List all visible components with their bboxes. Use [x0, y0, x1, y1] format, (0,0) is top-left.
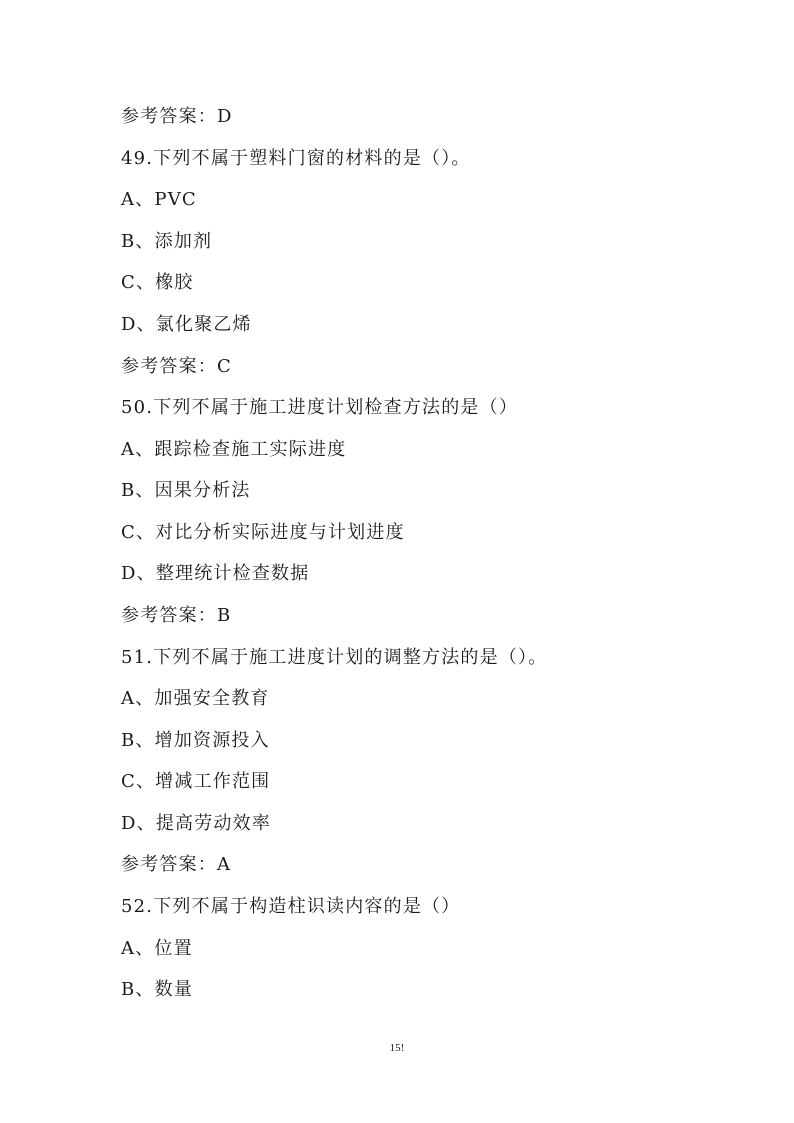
option-49-c: C、橡胶: [121, 272, 194, 293]
option-50-a: A、跟踪检查施工实际进度: [121, 439, 347, 460]
answer-48: 参考答案：D: [121, 106, 233, 127]
answer-50: 参考答案：B: [121, 605, 232, 626]
option-49-b: B、添加剂: [121, 231, 213, 252]
question-50: 50.下列不属于施工进度计划检查方法的是（）: [121, 397, 519, 418]
option-50-d: D、整理统计检查数据: [121, 563, 310, 584]
option-49-d: D、氯化聚乙烯: [121, 314, 252, 335]
option-49-a: A、PVC: [121, 189, 197, 210]
option-52-a: A、位置: [121, 938, 193, 959]
option-50-b: B、因果分析法: [121, 480, 251, 501]
option-51-b: B、增加资源投入: [121, 730, 270, 751]
question-52: 52.下列不属于构造柱识读内容的是（）: [121, 896, 461, 917]
option-51-c: C、增减工作范围: [121, 771, 271, 792]
question-51: 51.下列不属于施工进度计划的调整方法的是（）。: [121, 647, 548, 668]
question-49: 49.下列不属于塑料门窗的材料的是（）。: [121, 148, 471, 169]
option-52-b: B、数量: [121, 979, 194, 1000]
answer-51: 参考答案：A: [121, 854, 232, 875]
option-51-a: A、加强安全教育: [121, 688, 270, 709]
answer-49: 参考答案：C: [121, 356, 232, 377]
option-50-c: C、对比分析实际进度与计划进度: [121, 522, 405, 543]
option-51-d: D、提高劳动效率: [121, 813, 272, 834]
page-number: 15!: [389, 1042, 405, 1054]
